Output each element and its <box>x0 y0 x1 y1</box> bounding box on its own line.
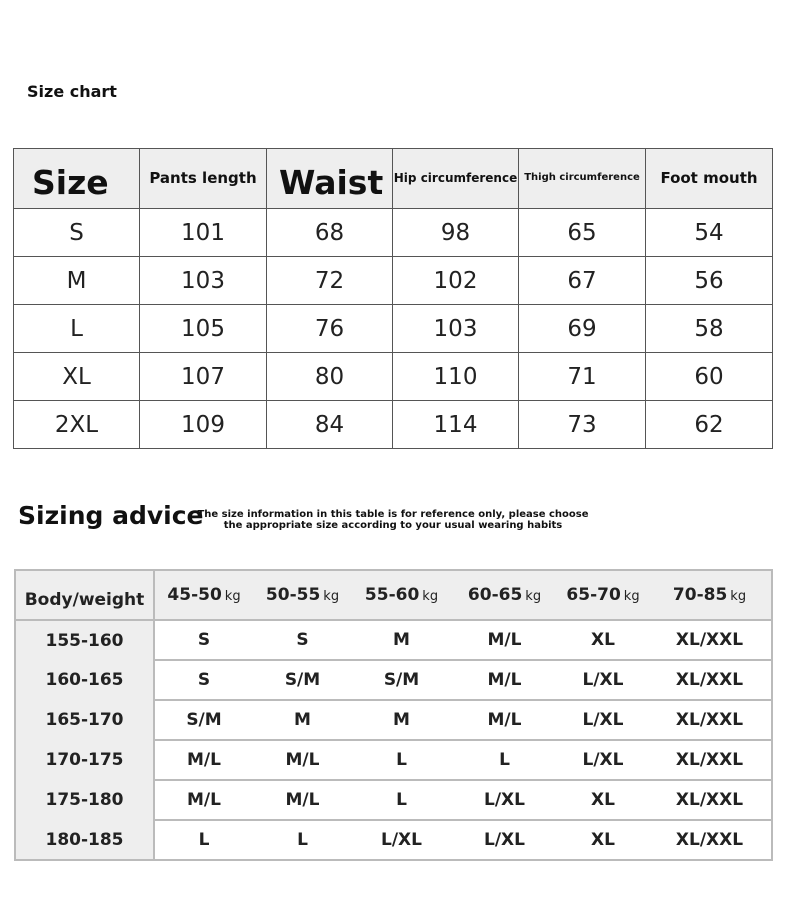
advice-row <box>15 740 772 780</box>
weight-range-header <box>558 570 648 620</box>
advice-cell: S <box>154 620 253 660</box>
advice-cell: S/M <box>253 660 352 700</box>
weight-range-header <box>352 570 451 620</box>
advice-cell: XL <box>591 830 615 850</box>
advice-row <box>15 700 772 740</box>
weight-range-header <box>253 570 352 620</box>
advice-cell: L/XL <box>558 660 648 700</box>
weight-range-value: 45-50 <box>167 585 222 605</box>
body-weight-label: Body/weight <box>15 570 154 620</box>
header-size: Size <box>14 149 140 209</box>
height-range-label: 175-180 <box>15 780 154 820</box>
thigh-cell: 69 <box>519 305 646 353</box>
advice-row <box>15 820 772 860</box>
size-chart-title: Size chart <box>27 82 117 101</box>
advice-cell: L <box>352 740 451 780</box>
advice-row <box>15 660 772 700</box>
advice-cell: XL <box>558 620 648 660</box>
sizing-advice-table <box>14 569 773 861</box>
size-chart-header-row <box>14 149 773 209</box>
size-row <box>14 209 773 257</box>
weight-range-value: 60-65 <box>467 585 523 605</box>
size-cell: 2XL <box>14 401 140 449</box>
size-row <box>14 257 773 305</box>
advice-cell: XL/XXL <box>648 660 772 700</box>
kg-unit: kg <box>525 589 542 604</box>
advice-cell: M <box>352 700 451 740</box>
advice-cell: S/M <box>352 660 451 700</box>
header-thigh: Thigh circumference <box>519 149 646 209</box>
advice-cell: M/L <box>154 740 253 780</box>
pants-length-cell: 109 <box>140 401 267 449</box>
foot-mouth-cell: 60 <box>646 353 773 401</box>
advice-cell: M <box>253 700 352 740</box>
pants-length-cell: 101 <box>140 209 267 257</box>
size-row <box>14 305 773 353</box>
size-row <box>14 401 773 449</box>
pants-length-cell: 107 <box>140 353 267 401</box>
weight-range-value: 65-70 <box>566 585 621 605</box>
advice-cell: L/XL <box>558 740 648 780</box>
kg-unit: kg <box>730 589 747 604</box>
advice-cell: L/XL <box>381 830 422 850</box>
foot-mouth-cell: 56 <box>646 257 773 305</box>
advice-row <box>15 620 772 660</box>
size-cell: S <box>14 209 140 257</box>
thigh-cell: 65 <box>519 209 646 257</box>
height-range-label: 165-170 <box>15 700 154 740</box>
advice-cell: L/XL <box>451 780 558 820</box>
kg-unit: kg <box>623 589 640 604</box>
waist-cell: 84 <box>267 401 393 449</box>
advice-cell: XL/XXL <box>648 740 772 780</box>
foot-mouth-cell: 54 <box>646 209 773 257</box>
advice-cell: S/M <box>154 700 253 740</box>
kg-unit: kg <box>422 589 439 604</box>
advice-cell: XL/XXL <box>648 620 772 660</box>
hip-cell: 98 <box>393 209 519 257</box>
advice-cell: M/L <box>253 740 352 780</box>
weight-range-value: 55-60 <box>364 585 420 605</box>
weight-range-header <box>648 570 772 620</box>
thigh-cell: 73 <box>519 401 646 449</box>
advice-cell: M/L <box>451 700 558 740</box>
weight-range-header <box>451 570 558 620</box>
waist-cell: 68 <box>267 209 393 257</box>
header-waist: Waist <box>267 149 393 209</box>
thigh-cell: 71 <box>519 353 646 401</box>
advice-cell: M/L <box>451 620 558 660</box>
weight-range-value: 70-85 <box>672 585 728 605</box>
hip-cell: 114 <box>393 401 519 449</box>
sizing-advice-note: The size information in this table is for reference only, please choose the appropriate size according to your usual wearing habits <box>197 509 589 532</box>
advice-cell: L/XL <box>558 700 648 740</box>
height-range-label: 160-165 <box>15 660 154 700</box>
height-range-label: 180-185 <box>15 820 154 860</box>
advice-cell: XL/XXL <box>648 700 772 740</box>
waist-cell: 80 <box>267 353 393 401</box>
advice-cell: S <box>154 660 253 700</box>
height-range-label: 155-160 <box>15 620 154 660</box>
foot-mouth-cell: 58 <box>646 305 773 353</box>
advice-cell: S <box>253 620 352 660</box>
size-row <box>14 353 773 401</box>
thigh-cell: 67 <box>519 257 646 305</box>
header-foot-mouth: Foot mouth <box>646 149 773 209</box>
hip-cell: 110 <box>393 353 519 401</box>
size-cell: XL <box>14 353 140 401</box>
kg-unit: kg <box>224 589 241 604</box>
sizing-advice-title: Sizing advice <box>18 501 204 530</box>
size-chart-table <box>13 148 773 449</box>
advice-cell: L <box>297 830 308 850</box>
advice-cell: M/L <box>451 660 558 700</box>
weight-header-row <box>15 570 772 620</box>
advice-cell: L <box>198 830 210 850</box>
advice-cell: XL/XXL <box>675 830 744 850</box>
weight-range-value: 50-55 <box>265 585 321 605</box>
advice-cell: L/XL <box>484 830 525 850</box>
waist-cell: 76 <box>267 305 393 353</box>
advice-cell: M <box>352 620 451 660</box>
pants-length-cell: 105 <box>140 305 267 353</box>
advice-cell: L <box>352 780 451 820</box>
header-hip: Hip circumference <box>393 149 519 209</box>
pants-length-cell: 103 <box>140 257 267 305</box>
header-pants-length: Pants length <box>140 149 267 209</box>
kg-unit: kg <box>323 589 340 604</box>
hip-cell: 102 <box>393 257 519 305</box>
advice-cell: XL/XXL <box>648 780 772 820</box>
advice-cell: M/L <box>154 780 253 820</box>
hip-cell: 103 <box>393 305 519 353</box>
advice-cell: XL <box>558 780 648 820</box>
height-range-label: 170-175 <box>15 740 154 780</box>
weight-range-header <box>154 570 253 620</box>
waist-cell: 72 <box>267 257 393 305</box>
advice-cell: M/L <box>253 780 352 820</box>
advice-row <box>15 780 772 820</box>
size-cell: L <box>14 305 140 353</box>
advice-cell: L <box>451 740 558 780</box>
foot-mouth-cell: 62 <box>646 401 773 449</box>
size-cell: M <box>14 257 140 305</box>
